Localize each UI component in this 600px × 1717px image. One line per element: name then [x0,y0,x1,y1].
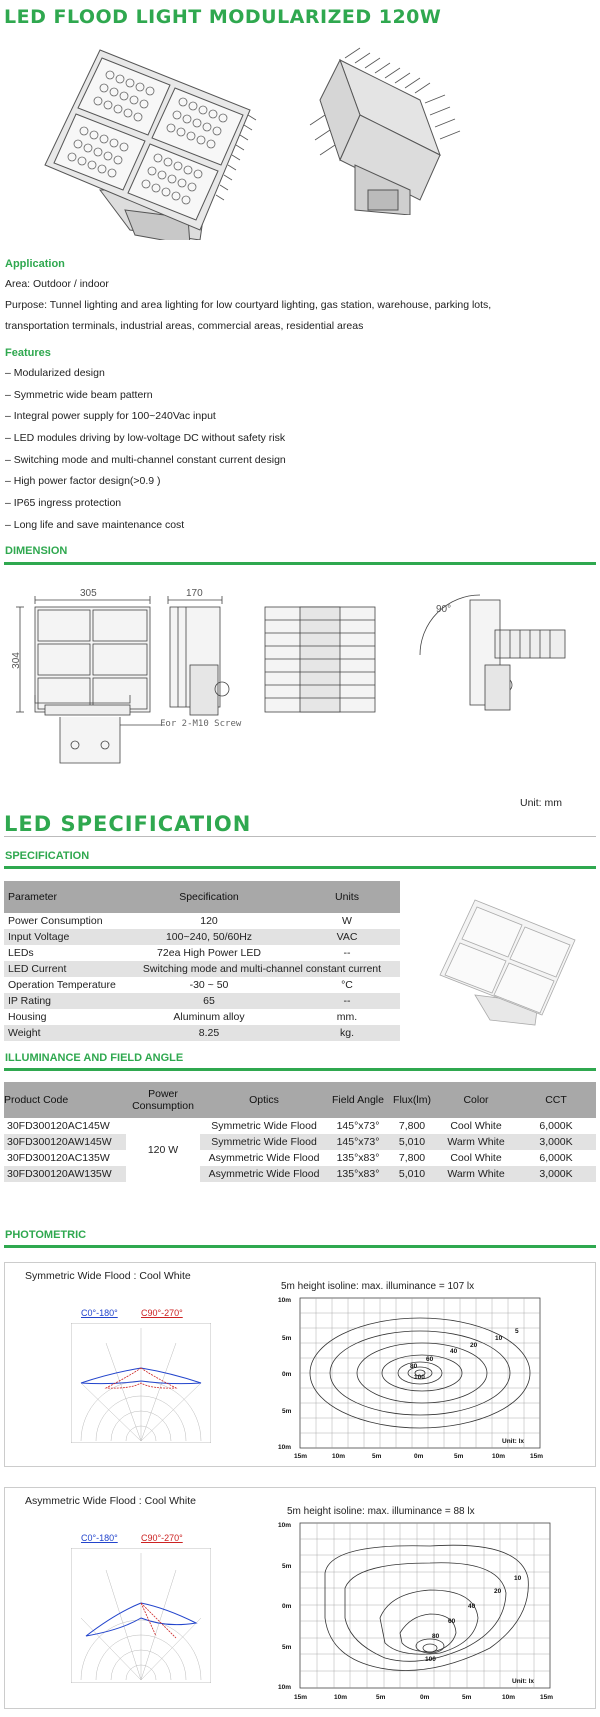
illum-power-cell: 120 W [126,1118,200,1182]
x-tick: 10m [492,1453,506,1460]
illuminance-table [4,1082,596,1182]
specification-table [4,881,400,1041]
feature-item: – Switching mode and multi-channel constant current design [5,453,286,466]
spec-cell: Aluminum alloy [173,1011,245,1023]
spec-cell: Operation Temperature [8,979,116,991]
illum-cell: Asymmetric Wide Flood [208,1152,320,1164]
y-tick: 10m [278,1444,292,1451]
table-row [4,1134,596,1150]
illum-col-optics: Optics [200,1082,328,1118]
contour-label: 20 [470,1342,478,1349]
illum-cell: Warm White [436,1134,516,1150]
dimension-drawings [0,585,600,785]
x-tick: 0m [414,1453,424,1460]
spec-cell: -30 ~ 50 [189,979,229,991]
contour-label: 20 [494,1588,502,1595]
contour-label: 5 [515,1328,519,1335]
illum-col-flux: Flux(lm) [388,1082,436,1118]
x-tick: 10m [334,1694,348,1701]
features-list [5,367,286,541]
led-spec-title: LED SPECIFICATION [4,812,252,836]
table-row [4,1118,596,1134]
illum-cell: Warm White [436,1166,516,1182]
spec-cell: mm. [336,1011,358,1023]
isoline-chart [270,1518,560,1708]
spec-cell: LED Current [4,961,124,977]
spec-cell: -- [294,993,400,1009]
illum-cell: 7,800 [398,1152,426,1164]
contour-label: 40 [450,1348,458,1355]
dim-angle-label: 90° [436,604,452,615]
illum-cell: Cool White [450,1152,502,1164]
feature-item: – Modularized design [5,367,105,379]
page-title: LED FLOOD LIGHT MODULARIZED 120W [4,6,442,28]
product-back-illustration [300,40,470,215]
spec-cell: Weight [4,1025,124,1041]
illum-cell: 3,000K [516,1166,596,1182]
photometric-heading: PHOTOMETRIC [5,1229,87,1241]
spec-cell: 72ea High Power LED [157,947,261,959]
illum-cell: Cool White [450,1120,502,1132]
y-tick: 5m [282,1563,292,1570]
illum-cell: 30FD300120AC135W [7,1152,110,1164]
table-row [4,1025,400,1041]
spec-cell: -- [343,947,351,959]
feature-item: – Long life and save maintenance cost [5,518,185,531]
dim-unit: Unit: mm [520,797,562,809]
contour-label: 60 [448,1618,456,1625]
illum-cell: 6,000K [539,1152,573,1164]
application-purpose-line2: transportation terminals, industrial areas, commercial areas, residential areas [5,320,364,332]
application-purpose-line1: Purpose: Tunnel lighting and area lighting for low courtyard lighting, gas station, warehouse, parking lots, [5,299,492,311]
y-tick: 5m [282,1335,292,1342]
dim-screw-label: For 2-M10 Screw [160,719,242,729]
contour-label: 100 [425,1656,436,1663]
y-tick: 10m [278,1522,292,1529]
illum-cell: 3,000K [516,1134,596,1150]
illum-col-power: Power Consumption [126,1082,200,1118]
illum-col-cct: CCT [516,1082,596,1118]
spec-cell: Input Voltage [4,929,124,945]
y-tick: 0m [282,1371,292,1378]
photometric-panel-asymmetric [4,1487,596,1709]
illum-col-color: Color [436,1082,516,1118]
contour-label: 10 [514,1575,522,1582]
illum-col-field-angle: Field Angle [328,1082,388,1118]
contour-label: 80 [432,1633,440,1640]
table-row [4,929,400,945]
illum-col-product-code: Product Code [4,1082,126,1118]
illuminance-rule [4,1068,596,1071]
illum-cell: Symmetric Wide Flood [211,1120,317,1132]
contour-label: 100 [414,1374,425,1381]
isoline-unit: Unit: lx [512,1678,535,1685]
spec-cell: IP Rating [4,993,124,1009]
polar-diagram [71,1323,211,1443]
table-row [4,1150,596,1166]
panel-label: Asymmetric Wide Flood : Cool White [25,1495,196,1507]
spec-cell: Housing [8,1011,47,1023]
contour-label: 40 [468,1603,476,1610]
spec-cell: 120 [200,915,218,927]
specification-heading: SPECIFICATION [5,850,90,862]
feature-item: – IP65 ingress protection [5,497,122,510]
x-tick: 0m [420,1694,430,1701]
illum-cell: 135°x83° [336,1152,380,1164]
illum-cell: Asymmetric Wide Flood [200,1166,328,1182]
table-row [4,993,400,1009]
illum-cell: 30FD300120AW135W [4,1166,126,1182]
photometric-panel-symmetric [4,1262,596,1467]
x-tick: 5m [372,1453,382,1460]
spec-col-units: Units [294,881,400,913]
isoline-unit: Unit: lx [502,1438,525,1445]
illum-cell: 145°x73° [336,1120,380,1132]
dim-width-label: 305 [80,588,97,599]
photometric-rule [4,1245,596,1248]
table-row [4,913,400,929]
product-thumbnail [430,895,580,1030]
dim-depth-label: 170 [186,588,203,599]
illum-cell: 7,800 [398,1120,426,1132]
dim-height-label: 304 [10,652,22,669]
illuminance-heading: ILLUMINANCE AND FIELD ANGLE [5,1052,184,1064]
table-row [4,945,400,961]
dimension-heading: DIMENSION [5,545,68,557]
y-tick: 5m [282,1644,292,1651]
legend-c0-180: C0°-180° [81,1533,118,1543]
spec-col-specification: Specification [124,881,294,913]
spec-cell: 8.25 [124,1025,294,1041]
x-tick: 10m [502,1694,516,1701]
x-tick: 5m [462,1694,472,1701]
spec-cell: Power Consumption [8,915,103,927]
table-row [4,1166,596,1182]
spec-cell: W [342,915,352,927]
illum-cell: 30FD300120AW145W [4,1134,126,1150]
x-tick: 5m [376,1694,386,1701]
illum-cell: 30FD300120AC145W [7,1120,110,1132]
legend-c0-180: C0°-180° [81,1308,118,1318]
specification-rule [4,866,596,869]
application-heading: Application [5,258,65,270]
x-tick: 15m [530,1453,544,1460]
contour-label: 60 [426,1356,434,1363]
x-tick: 15m [294,1453,308,1460]
spec-cell: VAC [294,929,400,945]
contour-label: 80 [410,1363,418,1370]
led-spec-rule [4,836,596,837]
spec-cell: LEDs [8,947,34,959]
y-tick: 5m [282,1408,292,1415]
table-row [4,961,400,977]
x-tick: 10m [332,1453,346,1460]
features-heading: Features [5,347,51,359]
spec-cell: 100~240, 50/60Hz [124,929,294,945]
spec-cell: Switching mode and multi-channel constant current [124,961,400,977]
product-front-illustration [30,40,260,240]
y-tick: 10m [278,1297,292,1304]
isoline-title: 5m height isoline: max. illuminance = 88 lx [287,1506,475,1517]
x-tick: 5m [454,1453,464,1460]
feature-item: – High power factor design(>0.9 ) [5,475,161,488]
illum-cell: 5,010 [388,1166,436,1182]
illum-cell: 135°x83° [328,1166,388,1182]
illum-cell: 5,010 [388,1134,436,1150]
panel-label: Symmetric Wide Flood : Cool White [25,1270,191,1282]
polar-diagram [71,1548,211,1683]
application-area: Area: Outdoor / indoor [5,278,109,290]
table-row [4,1009,400,1025]
y-tick: 0m [282,1603,292,1610]
isoline-title: 5m height isoline: max. illuminance = 107 lx [281,1281,475,1292]
table-row [4,977,400,993]
illum-cell: Symmetric Wide Flood [200,1134,328,1150]
feature-item: – Integral power supply for 100~240Vac input [5,410,216,423]
feature-item: – LED modules driving by low-voltage DC without safety risk [5,432,286,445]
feature-item: – Symmetric wide beam pattern [5,388,153,401]
illum-cell: 145°x73° [328,1134,388,1150]
x-tick: 15m [540,1694,554,1701]
y-tick: 10m [278,1684,292,1691]
x-tick: 15m [294,1694,308,1701]
spec-col-parameter: Parameter [4,881,124,913]
dimension-rule [4,562,596,565]
legend-c90-270: C90°-270° [141,1308,183,1318]
spec-cell: kg. [294,1025,400,1041]
isoline-chart [270,1293,550,1468]
spec-cell: 65 [124,993,294,1009]
illum-cell: 6,000K [539,1120,573,1132]
spec-cell: °C [341,979,353,991]
legend-c90-270: C90°-270° [141,1533,183,1543]
contour-label: 10 [495,1335,503,1342]
